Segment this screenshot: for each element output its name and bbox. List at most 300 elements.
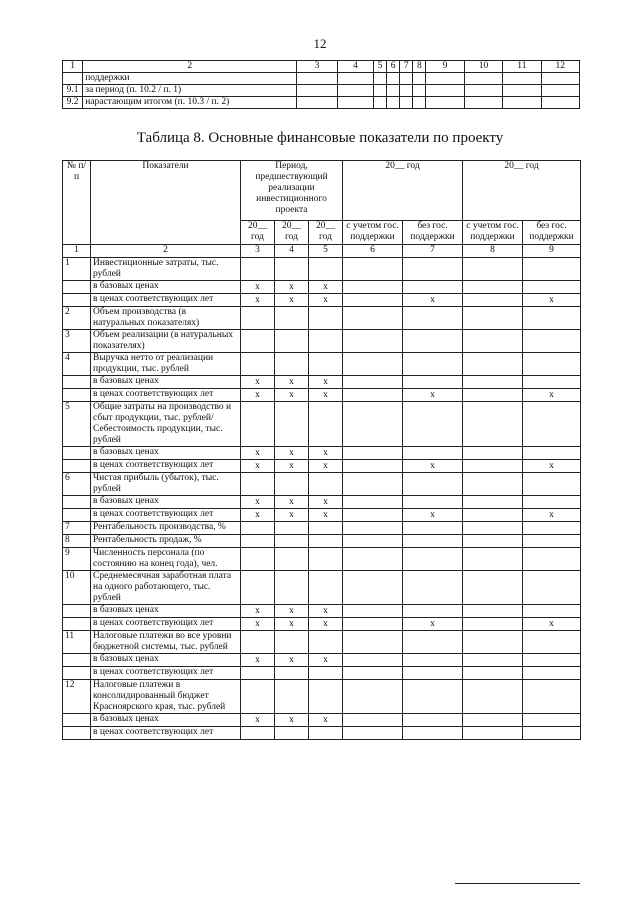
value-cell [241, 307, 275, 330]
value-cell [403, 727, 463, 740]
column-number-cell: 1 [63, 245, 91, 258]
value-cell [523, 258, 581, 281]
value-cell [241, 727, 275, 740]
row-number [63, 389, 91, 402]
value-cell [523, 473, 581, 496]
value-cell [309, 727, 343, 740]
top-header-cell: 6 [387, 61, 400, 73]
indicator-label: Чистая прибыль (убыток), тыс. рублей [91, 473, 241, 496]
indicator-label: в ценах соответствующих лет [91, 509, 241, 522]
subheader-cell: 20__ год [275, 221, 309, 245]
value-cell [403, 376, 463, 389]
value-cell [463, 496, 523, 509]
value-cell: х [275, 618, 309, 631]
value-cell: х [241, 618, 275, 631]
value-cell [523, 654, 581, 667]
header-year-b: 20__ год [463, 161, 581, 221]
value-cell [523, 330, 581, 353]
row-number [63, 447, 91, 460]
indicator-row [63, 447, 581, 460]
indicator-row [63, 548, 581, 571]
value-cell: х [309, 605, 343, 618]
empty-cell [426, 73, 464, 85]
row-text: нарастающим итогом (п. 10.3 / п. 2) [83, 97, 297, 109]
empty-cell [337, 73, 373, 85]
column-number-cell: 3 [241, 245, 275, 258]
indicator-row [63, 571, 581, 605]
value-cell [343, 330, 403, 353]
indicator-row [63, 618, 581, 631]
value-cell: х [523, 294, 581, 307]
value-cell [463, 376, 523, 389]
value-cell [463, 353, 523, 376]
row-number: 4 [63, 353, 91, 376]
empty-cell [541, 85, 579, 97]
indicator-row [63, 631, 581, 654]
empty-cell [400, 85, 413, 97]
empty-cell [503, 97, 541, 109]
indicator-label: в базовых ценах [91, 496, 241, 509]
value-cell: х [309, 714, 343, 727]
value-cell: х [523, 389, 581, 402]
value-cell [343, 509, 403, 522]
value-cell [463, 654, 523, 667]
empty-cell [413, 85, 426, 97]
value-cell: х [241, 376, 275, 389]
value-cell [463, 571, 523, 605]
value-cell: х [275, 294, 309, 307]
row-number: 8 [63, 535, 91, 548]
value-cell [463, 522, 523, 535]
value-cell [241, 535, 275, 548]
row-text: поддержки [83, 73, 297, 85]
top-table-row [63, 73, 580, 85]
value-cell [343, 281, 403, 294]
top-header-cell: 7 [400, 61, 413, 73]
value-cell [309, 353, 343, 376]
value-cell [343, 680, 403, 714]
indicator-label: в базовых ценах [91, 605, 241, 618]
empty-cell [426, 85, 464, 97]
value-cell [275, 402, 309, 447]
value-cell [463, 258, 523, 281]
value-cell [523, 522, 581, 535]
indicator-label: в ценах соответствующих лет [91, 294, 241, 307]
value-cell [275, 473, 309, 496]
value-cell: х [275, 496, 309, 509]
indicator-row [63, 353, 581, 376]
subheader-cell: без гос. поддержки [403, 221, 463, 245]
value-cell [463, 402, 523, 447]
value-cell: х [309, 294, 343, 307]
indicator-row [63, 605, 581, 618]
indicator-row [63, 330, 581, 353]
value-cell [523, 680, 581, 714]
page-number: 12 [313, 36, 327, 51]
indicator-label: в базовых ценах [91, 447, 241, 460]
value-cell [403, 631, 463, 654]
value-cell [463, 330, 523, 353]
value-cell [463, 714, 523, 727]
value-cell [463, 727, 523, 740]
indicator-label: в базовых ценах [91, 281, 241, 294]
indicator-label: Рентабельность производства, % [91, 522, 241, 535]
value-cell [309, 548, 343, 571]
empty-cell [413, 73, 426, 85]
value-cell [403, 548, 463, 571]
value-cell [523, 402, 581, 447]
footer-line [455, 883, 580, 884]
empty-cell [541, 97, 579, 109]
empty-cell [426, 97, 464, 109]
value-cell [275, 307, 309, 330]
value-cell [403, 654, 463, 667]
row-number: 9.2 [63, 97, 83, 109]
value-cell: х [403, 509, 463, 522]
value-cell [343, 294, 403, 307]
value-cell [463, 618, 523, 631]
row-number [63, 281, 91, 294]
value-cell [343, 605, 403, 618]
value-cell: х [403, 618, 463, 631]
value-cell: х [275, 376, 309, 389]
value-cell [523, 667, 581, 680]
empty-cell [297, 85, 337, 97]
value-cell [241, 571, 275, 605]
value-cell: х [275, 460, 309, 473]
row-number: 10 [63, 571, 91, 605]
indicator-row [63, 460, 581, 473]
indicator-row [63, 473, 581, 496]
value-cell [403, 473, 463, 496]
indicator-row [63, 258, 581, 281]
indicator-row [63, 402, 581, 447]
value-cell [343, 447, 403, 460]
column-number-cell: 8 [463, 245, 523, 258]
value-cell [463, 307, 523, 330]
row-number [63, 460, 91, 473]
empty-cell [541, 73, 579, 85]
value-cell [309, 667, 343, 680]
value-cell: х [275, 447, 309, 460]
value-cell [241, 473, 275, 496]
value-cell [241, 548, 275, 571]
value-cell [463, 447, 523, 460]
column-number-cell: 4 [275, 245, 309, 258]
value-cell [403, 680, 463, 714]
value-cell [463, 294, 523, 307]
indicator-label: в базовых ценах [91, 714, 241, 727]
column-number-cell: 6 [343, 245, 403, 258]
value-cell [523, 376, 581, 389]
value-cell: х [309, 447, 343, 460]
value-cell: х [275, 281, 309, 294]
value-cell [343, 376, 403, 389]
top-header-cell: 3 [297, 61, 337, 73]
value-cell: х [309, 654, 343, 667]
row-number: 2 [63, 307, 91, 330]
value-cell [275, 571, 309, 605]
indicator-row [63, 281, 581, 294]
value-cell [343, 535, 403, 548]
empty-cell [387, 73, 400, 85]
value-cell: х [241, 389, 275, 402]
value-cell [241, 330, 275, 353]
value-cell [241, 680, 275, 714]
indicator-label: Среднемесячная заработная плата на одного работающего, тыс. рублей [91, 571, 241, 605]
indicator-label: в базовых ценах [91, 376, 241, 389]
value-cell [523, 281, 581, 294]
column-number-cell: 9 [523, 245, 581, 258]
value-cell [275, 258, 309, 281]
value-cell [275, 330, 309, 353]
indicator-label: Инвестиционные затраты, тыс. рублей [91, 258, 241, 281]
subheader-cell: с учетом гос. поддержки [343, 221, 403, 245]
row-text: за период (п. 10.2 / п. 1) [83, 85, 297, 97]
value-cell [463, 680, 523, 714]
value-cell [275, 680, 309, 714]
column-number-cell: 5 [309, 245, 343, 258]
value-cell [343, 522, 403, 535]
top-header-cell: 11 [503, 61, 541, 73]
value-cell [403, 496, 463, 509]
top-header-cell: 2 [83, 61, 297, 73]
row-number [63, 509, 91, 522]
indicator-row [63, 389, 581, 402]
value-cell [309, 522, 343, 535]
indicator-label: Налоговые платежи во все уровни бюджетной системы, тыс. рублей [91, 631, 241, 654]
value-cell [463, 667, 523, 680]
top-table-fragment [62, 60, 580, 109]
indicator-row [63, 376, 581, 389]
row-number [63, 714, 91, 727]
empty-cell [503, 73, 541, 85]
value-cell: х [309, 618, 343, 631]
value-cell: х [403, 294, 463, 307]
value-cell [343, 353, 403, 376]
value-cell [523, 714, 581, 727]
empty-cell [337, 97, 373, 109]
value-cell: х [241, 654, 275, 667]
header-indicators: Показатели [91, 161, 241, 245]
empty-cell [337, 85, 373, 97]
indicator-label: в ценах соответствующих лет [91, 727, 241, 740]
value-cell [463, 473, 523, 496]
value-cell [309, 307, 343, 330]
value-cell [343, 667, 403, 680]
top-table-row [63, 97, 580, 109]
indicator-row [63, 535, 581, 548]
header-year-a: 20__ год [343, 161, 463, 221]
value-cell [343, 258, 403, 281]
value-cell [403, 714, 463, 727]
value-cell: х [309, 281, 343, 294]
value-cell [463, 535, 523, 548]
value-cell: х [241, 605, 275, 618]
value-cell [523, 548, 581, 571]
value-cell [523, 727, 581, 740]
value-cell [343, 631, 403, 654]
indicator-row [63, 294, 581, 307]
value-cell: х [275, 605, 309, 618]
value-cell [523, 496, 581, 509]
value-cell [463, 548, 523, 571]
value-cell: х [275, 509, 309, 522]
value-cell [463, 605, 523, 618]
value-cell [403, 307, 463, 330]
empty-cell [387, 85, 400, 97]
value-cell [403, 447, 463, 460]
row-number: 5 [63, 402, 91, 447]
value-cell [275, 548, 309, 571]
value-cell [343, 496, 403, 509]
value-cell [403, 353, 463, 376]
value-cell: х [275, 714, 309, 727]
value-cell: х [523, 618, 581, 631]
value-cell [309, 330, 343, 353]
empty-cell [373, 85, 386, 97]
value-cell: х [241, 447, 275, 460]
value-cell [403, 258, 463, 281]
value-cell [241, 631, 275, 654]
indicator-label: в ценах соответствующих лет [91, 460, 241, 473]
value-cell [463, 281, 523, 294]
row-number [63, 496, 91, 509]
empty-cell [373, 73, 386, 85]
value-cell [343, 473, 403, 496]
value-cell [523, 535, 581, 548]
header-number: № п/п [63, 161, 91, 245]
value-cell: х [241, 496, 275, 509]
value-cell [343, 714, 403, 727]
value-cell [403, 281, 463, 294]
value-cell: х [309, 496, 343, 509]
value-cell [343, 389, 403, 402]
indicator-label: Выручка нетто от реализации продукции, тыс. рублей [91, 353, 241, 376]
value-cell: х [275, 389, 309, 402]
value-cell [403, 330, 463, 353]
empty-cell [297, 97, 337, 109]
value-cell [523, 353, 581, 376]
empty-cell [400, 73, 413, 85]
value-cell [309, 535, 343, 548]
empty-cell [464, 97, 502, 109]
row-number [63, 618, 91, 631]
value-cell [403, 535, 463, 548]
indicator-row [63, 509, 581, 522]
value-cell [275, 727, 309, 740]
value-cell [403, 605, 463, 618]
value-cell: х [523, 460, 581, 473]
value-cell: х [241, 509, 275, 522]
value-cell [275, 535, 309, 548]
empty-cell [503, 85, 541, 97]
value-cell [241, 402, 275, 447]
value-cell: х [309, 389, 343, 402]
indicator-label: в базовых ценах [91, 654, 241, 667]
empty-cell [464, 73, 502, 85]
value-cell: х [241, 714, 275, 727]
value-cell [343, 548, 403, 571]
value-cell [343, 307, 403, 330]
row-number: 11 [63, 631, 91, 654]
indicator-row [63, 667, 581, 680]
row-number: 12 [63, 680, 91, 714]
value-cell [275, 667, 309, 680]
column-number-cell: 7 [403, 245, 463, 258]
value-cell [343, 402, 403, 447]
value-cell [309, 680, 343, 714]
empty-cell [413, 97, 426, 109]
top-header-cell: 8 [413, 61, 426, 73]
financial-indicators-table [62, 160, 581, 740]
value-cell [343, 727, 403, 740]
value-cell [309, 631, 343, 654]
value-cell [523, 605, 581, 618]
indicator-label: Общие затраты на производство и сбыт продукции, тыс. рублей/Себестоимость продукции, тыс. рублей [91, 402, 241, 447]
value-cell [463, 631, 523, 654]
top-header-cell: 4 [337, 61, 373, 73]
row-number [63, 73, 83, 85]
indicator-label: в ценах соответствующих лет [91, 389, 241, 402]
row-number [63, 605, 91, 618]
value-cell [275, 631, 309, 654]
top-header-cell: 5 [373, 61, 386, 73]
value-cell [275, 522, 309, 535]
header-period: Период, предшествующий реализации инвестиционного проекта [241, 161, 343, 221]
indicator-row [63, 522, 581, 535]
value-cell [403, 402, 463, 447]
value-cell [403, 522, 463, 535]
indicator-label: Рентабельность продаж, % [91, 535, 241, 548]
value-cell [241, 353, 275, 376]
row-number [63, 376, 91, 389]
indicator-row [63, 680, 581, 714]
value-cell [343, 618, 403, 631]
top-header-cell: 9 [426, 61, 464, 73]
value-cell [309, 258, 343, 281]
subheader-cell: без гос. поддержки [523, 221, 581, 245]
value-cell [403, 571, 463, 605]
value-cell: х [403, 460, 463, 473]
indicator-label: Численность персонала (по состоянию на конец года), чел. [91, 548, 241, 571]
value-cell: х [403, 389, 463, 402]
indicator-row [63, 496, 581, 509]
empty-cell [464, 85, 502, 97]
indicator-row [63, 714, 581, 727]
indicator-label: Объем производства (в натуральных показателях) [91, 307, 241, 330]
indicator-label: в ценах соответствующих лет [91, 618, 241, 631]
row-number [63, 667, 91, 680]
row-number: 1 [63, 258, 91, 281]
top-table-header-row [63, 61, 580, 73]
value-cell: х [275, 654, 309, 667]
row-number: 9 [63, 548, 91, 571]
value-cell: х [241, 460, 275, 473]
value-cell [523, 631, 581, 654]
value-cell [463, 509, 523, 522]
value-cell [523, 307, 581, 330]
value-cell [403, 667, 463, 680]
indicator-row [63, 727, 581, 740]
value-cell: х [523, 509, 581, 522]
value-cell [523, 447, 581, 460]
value-cell [241, 258, 275, 281]
top-table-row [63, 85, 580, 97]
value-cell [309, 402, 343, 447]
table-caption: Таблица 8. Основные финансовые показатели по проекту [136, 130, 504, 146]
indicator-label: Налоговые платежи в консолидированный бюджет Красноярского края, тыс. рублей [91, 680, 241, 714]
